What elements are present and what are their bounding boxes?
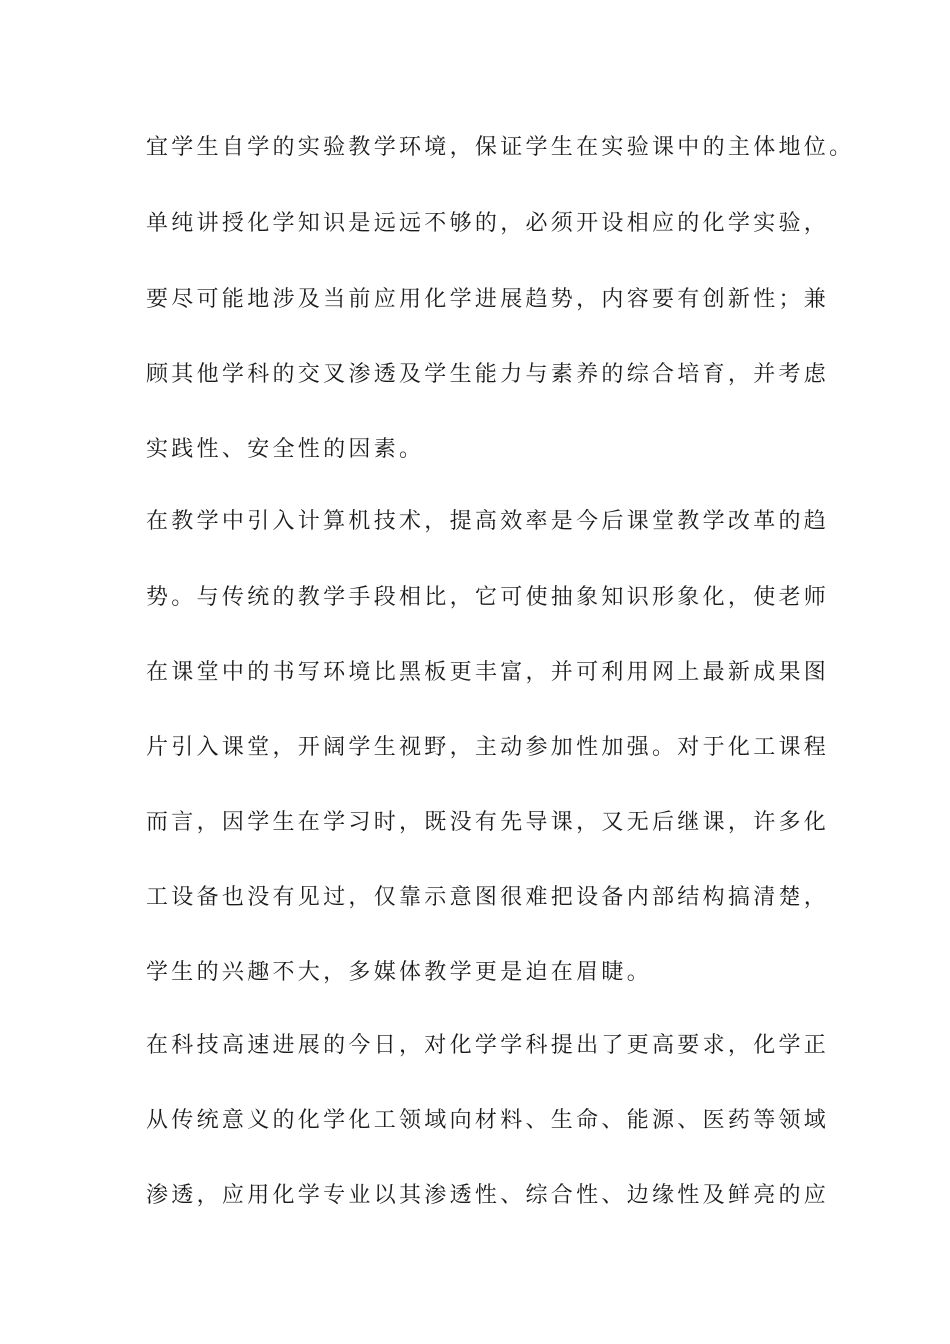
text-line: 顾其他学科的交叉渗透及学生能力与素养的综合培育，并考虑 (146, 362, 830, 387)
text-line: 学生的兴趣不大，多媒体教学更是迫在眉睫。 (146, 960, 653, 985)
text-line: 工设备也没有见过，仅靠示意图很难把设备内部结构搞清楚， (146, 885, 830, 910)
text-line: 单纯讲授化学知识是远远不够的，必须开设相应的化学实验， (146, 211, 830, 236)
text-line: 渗透，应用化学专业以其渗透性、综合性、边缘性及鲜亮的应 (146, 1183, 830, 1208)
text-line: 实践性、安全性的因素。 (146, 437, 425, 462)
text-line: 片引入课堂，开阔学生视野，主动参加性加强。对于化工课程 (146, 735, 830, 760)
text-line: 从传统意义的化学化工领域向材料、生命、能源、医药等领域 (146, 1108, 830, 1133)
text-line: 在教学中引入计算机技术，提高效率是今后课堂教学改革的趋 (146, 509, 830, 534)
text-line: 宜学生自学的实验教学环境，保证学生在实验课中的主体地位。 (146, 135, 855, 160)
text-line: 在科技高速进展的今日，对化学学科提出了更高要求，化学正 (146, 1033, 830, 1058)
text-line: 势。与传统的教学手段相比，它可使抽象知识形象化，使老师 (146, 585, 830, 610)
text-line: 要尽可能地涉及当前应用化学进展趋势，内容要有创新性；兼 (146, 287, 830, 312)
text-line: 在课堂中的书写环境比黑板更丰富，并可利用网上最新成果图 (146, 660, 830, 685)
text-line: 而言，因学生在学习时，既没有先导课，又无后继课，许多化 (146, 810, 830, 835)
